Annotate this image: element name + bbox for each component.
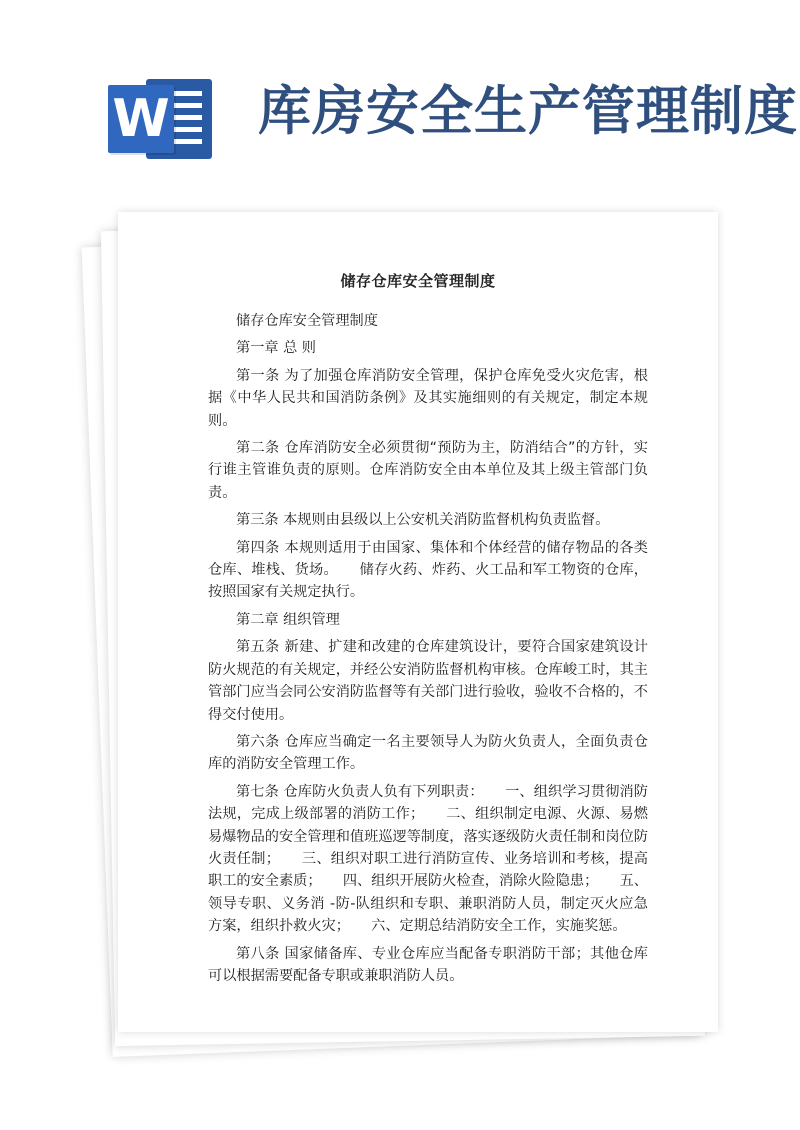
chapter-2-heading: 第二章 组织管理 [236,611,340,628]
article-5: 第五条 新建、扩建和改建的仓库建筑设计，要符合国家建筑设计防火规范的有关规定，并经公安消防监督机构审核。仓库峻工时，其主管部门应当会同公安消防监督等有关部门进行验收，验收不合格的，不得交付使用。 [208,639,648,723]
article-7: 第七条 仓库防火负责人负有下列职责： 一、组织学习贯彻消防法规，完成上级部署的消防工作； 二、组织制定电源、火源、易燃易爆物品的安全管理和值班巡逻等制度，落实逐级防火责任制和岗位防火责任制； 三、组织对职工进行消防宣传、业务培训和考核，提高职工的安全素质； 四、组织开展防火检查，消除火险隐患； 五、领导专职、义务消 -防-队组织和专职、兼职消防人员，制定灭火应急方案，组织扑救火灾； 六、定期总结消防安全工作，实施奖惩。 [208,783,648,935]
document-page [118,212,718,1032]
chapter-1-heading: 第一章 总 则 [236,340,316,357]
word-w-letter: W [108,85,174,153]
word-document-icon [108,79,212,159]
article-2: 第二条 仓库消防安全必须贯彻“预防为主，防消结合”的方针，实行谁主管谁负责的原则。仓库消防安全由本单位及其上级主管部门负责。 [208,440,648,501]
paragraph-subtitle: 储存仓库安全管理制度 [236,313,378,329]
article-6: 第六条 仓库应当确定一名主要领导人为防火负责人，全面负责仓库的消防安全管理工作。 [208,733,648,773]
article-8: 第八条 国家储备库、专业仓库应当配备专职消防干部；其他仓库可以根据需要配备专职或兼职消防人员。 [208,945,648,984]
document-body [208,310,648,992]
article-3: 第三条 本规则由县级以上公安机关消防监督机构负责监督。 [236,512,610,529]
document-heading: 储存仓库安全管理制度 [340,272,496,290]
banner [0,0,800,200]
banner-title: 库房安全生产管理制度 [258,81,798,142]
article-4: 第四条 本规则适用于由国家、集体和个体经营的储存物品的各类仓库、堆栈、货场。 储存火药、炸药、火工品和军工物资的仓库，按照国家有关规定执行。 [208,539,648,601]
article-1: 第一条 为了加强仓库消防安全管理，保护仓库免受火灾危害，根据《中华人民共和国消防条例》及其实施细则的有关规定，制定本规则。 [208,367,648,429]
